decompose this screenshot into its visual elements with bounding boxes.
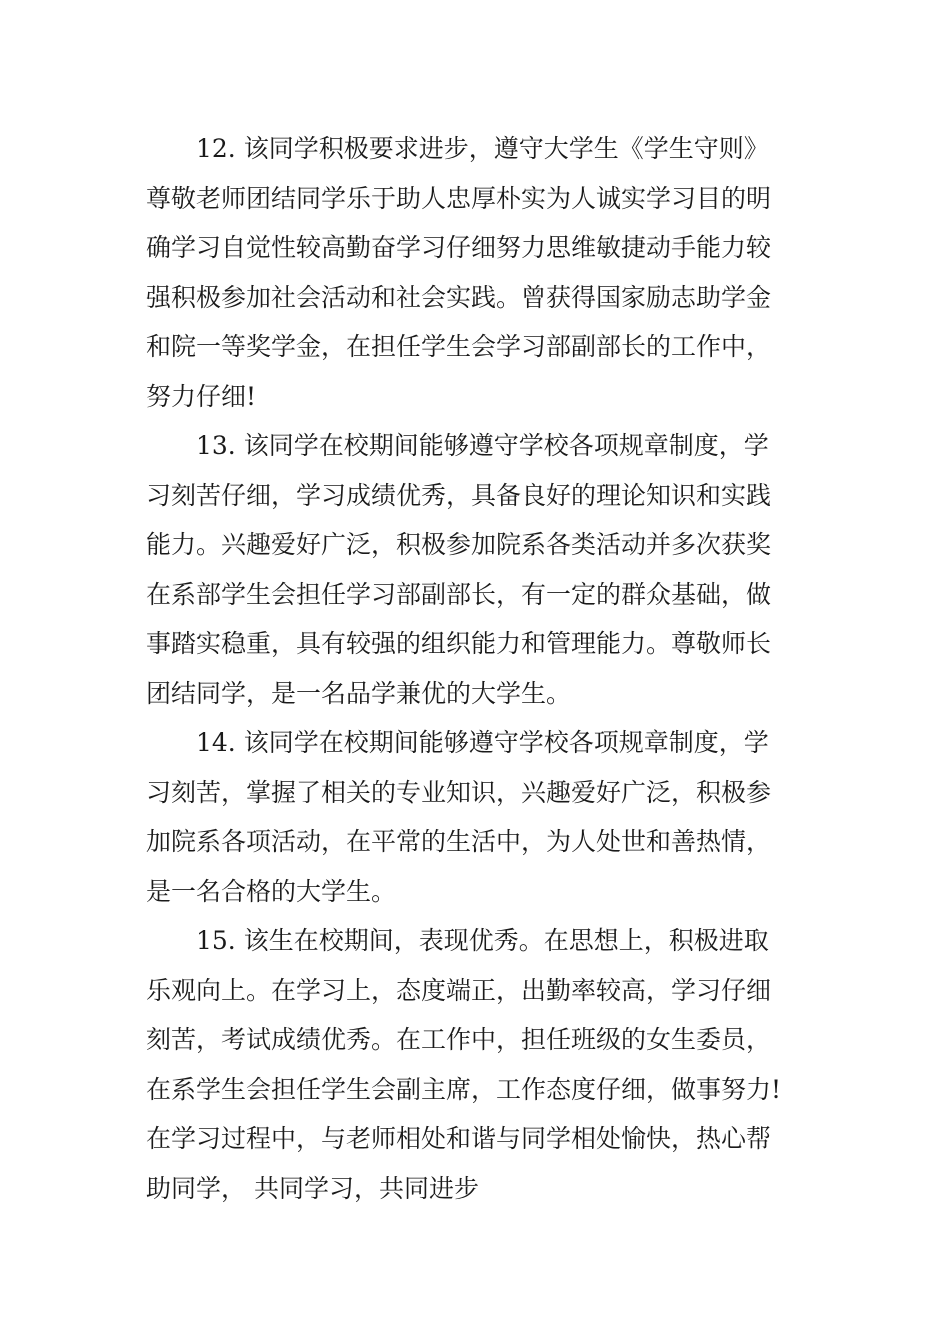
paragraph-15 — [146, 916, 806, 1213]
text-line: 助同学， 共同学习，共同进步 — [146, 1173, 479, 1203]
paragraph-12 — [146, 124, 806, 421]
document-body — [146, 124, 806, 1213]
text-line: 努力仔细! — [146, 381, 257, 411]
text-line: 和院一等奖学金，在担任学生会学习部副部长的工作中， — [146, 332, 772, 361]
text-line: 在系部学生会担任学习部副部长，有一定的群众基础，做 — [146, 579, 772, 609]
text-line: 习刻苦仔细，学习成绩优秀，具备良好的理论知识和实践 — [146, 480, 772, 510]
text-line: 刻苦，考试成绩优秀。在工作中，担任班级的女生委员， — [146, 1025, 772, 1054]
text-line: 习刻苦，掌握了相关的专业知识，兴趣爱好广泛，积极参 — [146, 777, 772, 807]
text-line: 确学习自觉性较高勤奋学习仔细努力思维敏捷动手能力较 — [146, 233, 772, 262]
text-line: 尊敬老师团结同学乐于助人忠厚朴实为人诚实学习目的明 — [146, 183, 772, 213]
paragraph-13 — [146, 421, 806, 718]
text-line: 13. 该同学在校期间能够遵守学校各项规章制度，学 — [196, 431, 769, 460]
text-line: 是一名合格的大学生。 — [146, 876, 397, 906]
text-line: 在学习过程中，与老师相处和谐与同学相处愉快，热心帮 — [146, 1124, 772, 1153]
text-line: 乐观向上。在学习上，态度端正，出勤率较高，学习仔细 — [146, 975, 772, 1005]
text-line: 团结同学，是一名品学兼优的大学生。 — [146, 678, 572, 708]
text-line: 15. 该生在校期间，表现优秀。在思想上，积极进取 — [196, 926, 769, 955]
text-line: 加院系各项活动，在平常的生活中，为人处世和善热情， — [146, 827, 772, 856]
text-line: 能力。兴趣爱好广泛，积极参加院系各类活动并多次获奖 — [146, 530, 772, 559]
text-line: 强积极参加社会活动和社会实践。曾获得国家励志助学金 — [146, 282, 772, 312]
paragraph-14 — [146, 718, 806, 916]
text-line: 事踏实稳重，具有较强的组织能力和管理能力。尊敬师长 — [146, 629, 772, 658]
text-line: 14. 该同学在校期间能够遵守学校各项规章制度，学 — [196, 728, 769, 757]
text-line: 在系学生会担任学生会副主席，工作态度仔细，做事努力! — [146, 1074, 782, 1104]
text-line: 12. 该同学积极要求进步，遵守大学生《学生守则》 — [196, 134, 769, 163]
